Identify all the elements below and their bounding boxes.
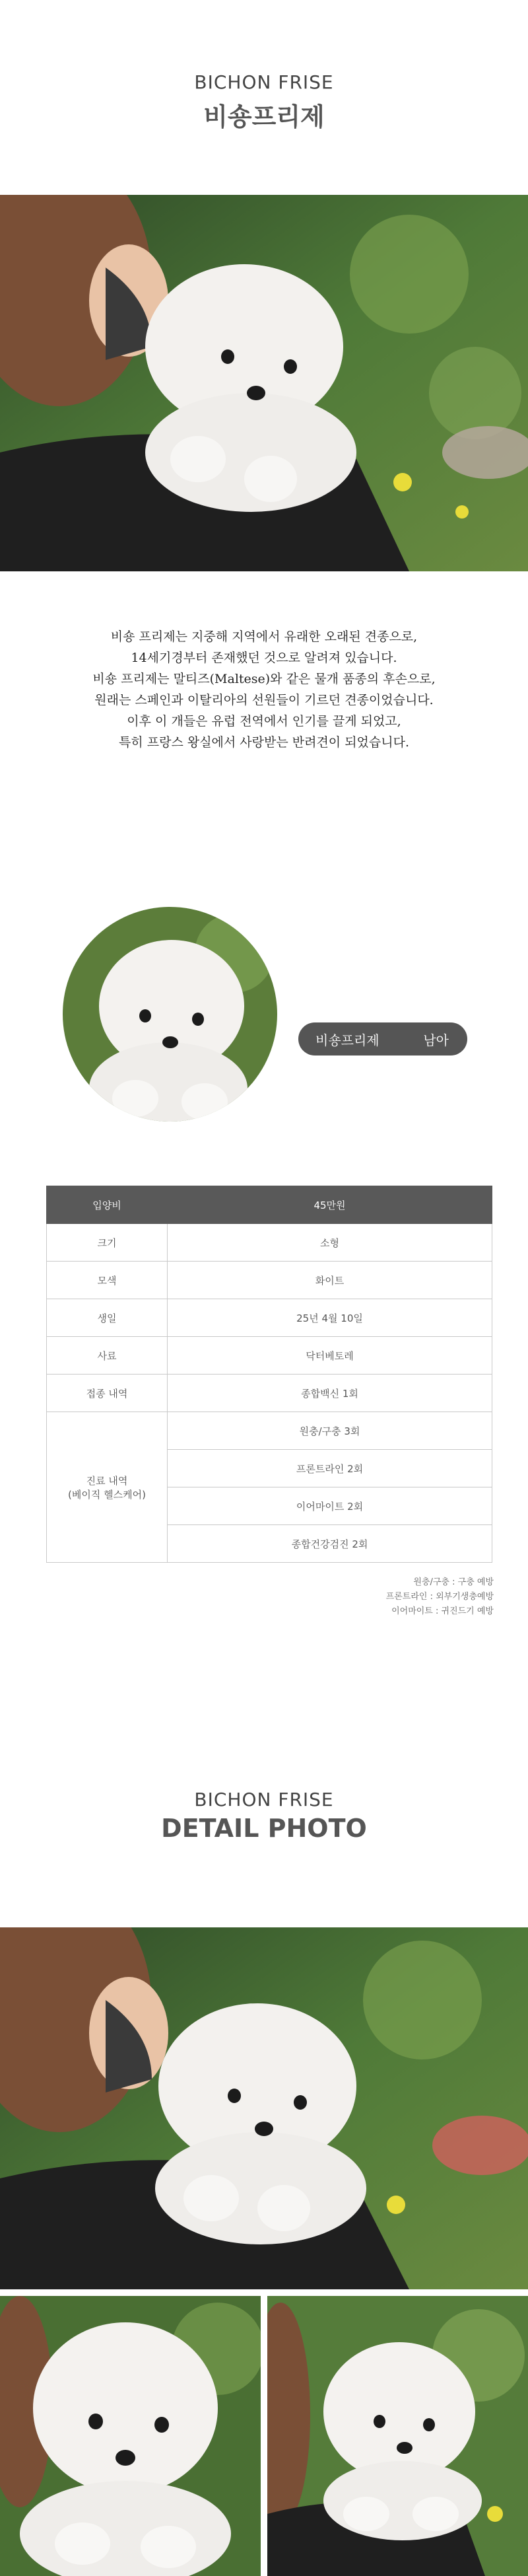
breed-description [0, 626, 528, 753]
table-row [47, 1337, 492, 1375]
profile-name: 비숑프리제 [315, 1032, 380, 1048]
table-header-row [47, 1186, 492, 1224]
table-row [47, 1224, 492, 1262]
row-value: 25년 4월 10일 [168, 1299, 492, 1337]
medical-item: 원충/구충 3회 [168, 1412, 492, 1450]
row-label: 크기 [47, 1224, 168, 1262]
medical-item: 종합건강검진 2회 [168, 1525, 492, 1563]
medical-item: 이어마이트 2회 [168, 1487, 492, 1525]
row-label: 모색 [47, 1262, 168, 1299]
profile-sex: 남아 [423, 1032, 449, 1048]
row-value: 소형 [168, 1224, 492, 1262]
row-label: 생일 [47, 1299, 168, 1337]
table-row [47, 1412, 492, 1450]
detail-photo-left [0, 2296, 261, 2576]
info-table [46, 1186, 492, 1563]
row-label: 접종 내역 [47, 1375, 168, 1412]
profile-photo [63, 907, 277, 1122]
description-line: 특히 프랑스 왕실에서 사랑받는 반려견이 되었습니다. [118, 735, 410, 750]
adoption-fee-value: 45만원 [168, 1186, 492, 1224]
row-value: 화이트 [168, 1262, 492, 1299]
detail-photo-large [0, 1927, 528, 2289]
footnote: 원충/구충 : 구충 예방 [413, 1577, 494, 1587]
description-line: 비숑 프리제는 말티즈(Maltese)와 같은 물개 품종의 후손으로, [92, 672, 436, 686]
medical-sublabel: (베이직 헬스케어) [68, 1488, 146, 1501]
hero-photo [0, 195, 528, 571]
row-value: 닥터베토레 [168, 1337, 492, 1375]
description-line: 14세기경부터 존재했던 것으로 알려져 있습니다. [131, 651, 397, 665]
detail-breed-en: BICHON FRISE [194, 1789, 334, 1810]
medical-label: 진료 내역 [86, 1474, 128, 1487]
detail-photo-right [267, 2296, 528, 2576]
description-line: 비숑 프리제는 지중해 지역에서 유래한 오래된 견종으로, [110, 629, 418, 644]
description-line: 원래는 스페인과 이탈리아의 선원들이 기르던 견종이었습니다. [94, 693, 434, 707]
table-row [47, 1299, 492, 1337]
table-row [47, 1375, 492, 1412]
footnote: 프론트라인 : 외부기생충예방 [385, 1592, 494, 1602]
footnote: 이어마이트 : 귀진드기 예방 [391, 1606, 494, 1616]
table-row [47, 1262, 492, 1299]
footnotes [386, 1575, 494, 1619]
description-line: 이후 이 개들은 유럽 전역에서 인기를 끌게 되었고, [127, 714, 401, 729]
adoption-fee-label: 입양비 [47, 1186, 168, 1224]
medical-item: 프론트라인 2회 [168, 1450, 492, 1487]
row-value: 종합백신 1회 [168, 1375, 492, 1412]
detail-title: DETAIL PHOTO [161, 1814, 367, 1843]
row-label: 사료 [47, 1337, 168, 1375]
breed-name-ko: 비숑프리제 [203, 102, 325, 131]
medical-label-cell [47, 1412, 168, 1563]
breed-name-en: BICHON FRISE [194, 71, 334, 93]
profile-badge [298, 1022, 467, 1055]
